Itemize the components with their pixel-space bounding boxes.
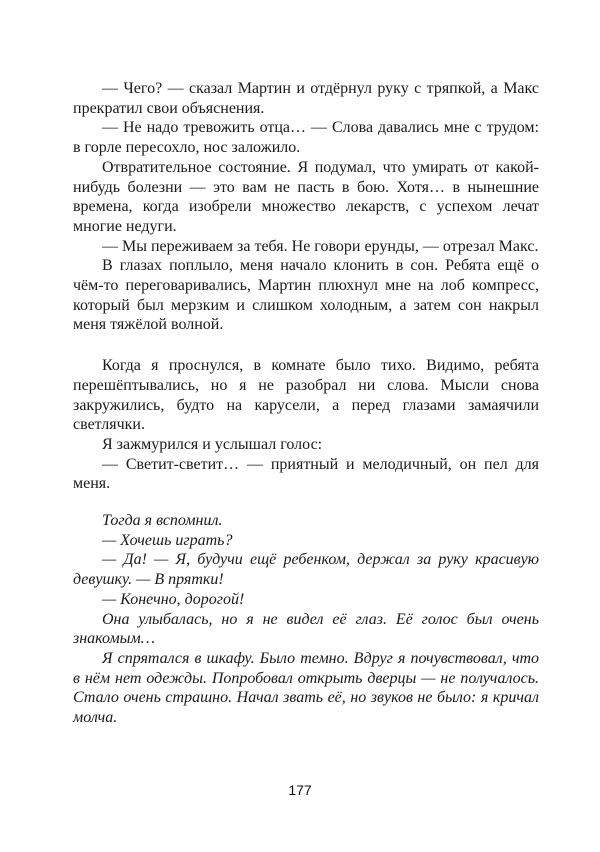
- section-break: [73, 494, 539, 511]
- paragraph-italic: Тогда я вспомнил.: [102, 512, 223, 530]
- italic-memory-section: [73, 511, 539, 728]
- section-break: [73, 335, 539, 356]
- paragraph-italic: Она улыбалась, но я не видел её глаз. Её голос был очень знакомым…: [73, 610, 539, 648]
- paragraph-italic: — Хочешь играть?: [102, 531, 233, 549]
- paragraph: Я зажмурился и услышал голос:: [102, 435, 323, 453]
- paragraph: Отвратительное состояние. Я подумал, что умирать от какой-нибудь болезни — это вам не пасть в бою. Хотя… в нынешние времена, когда изобрели множество лекарств, с успехом лечат многие недуги.: [73, 158, 539, 235]
- paragraph: В глазах поплыло, меня начало клонить в сон. Ребята ещё о чём-то переговаривались, Мартин плюхнул мне на лоб компресс, который был мерзким и слишком холодным, а затем сон накрыл меня тяжёлой волной.: [73, 257, 539, 334]
- paragraph-italic: Я спрятался в шкафу. Было темно. Вдруг я почувствовал, что в нём нет одежды. Попробовал открыть дверцы — не получалось. Стало очень страшно. Начал звать её, но звуков не было: я кричал молча.: [73, 649, 539, 727]
- paragraph: — Не надо тревожить отца… — Слова давались мне с трудом: в горле пересохло, нос заложило.: [73, 119, 539, 157]
- paragraph: — Мы переживаем за тебя. Не говори ерунды, — отрезал Макс.: [102, 237, 539, 255]
- paragraph-italic: — Конечно, дорогой!: [102, 590, 245, 608]
- page-text: [73, 79, 539, 728]
- paragraph: — Светит-светит… — приятный и мелодичный, он пел для меня.: [73, 455, 539, 493]
- page-number: 177: [288, 782, 312, 798]
- paragraph: — Чего? — сказал Мартин и отдёрнул руку с тряпкой, а Макс прекратил свои объяснения.: [73, 80, 539, 117]
- paragraph-italic: — Да! — Я, будучи ещё ребенком, держал за руку красивую девушку. — В прятки!: [73, 551, 539, 589]
- paragraph: Когда я проснулся, в комнате было тихо. Видимо, ребята перешёптывались, но я не разобрал ни слова. Мысли снова закружились, будто на карусели, а перед глазами замаячили светлячки.: [73, 357, 539, 434]
